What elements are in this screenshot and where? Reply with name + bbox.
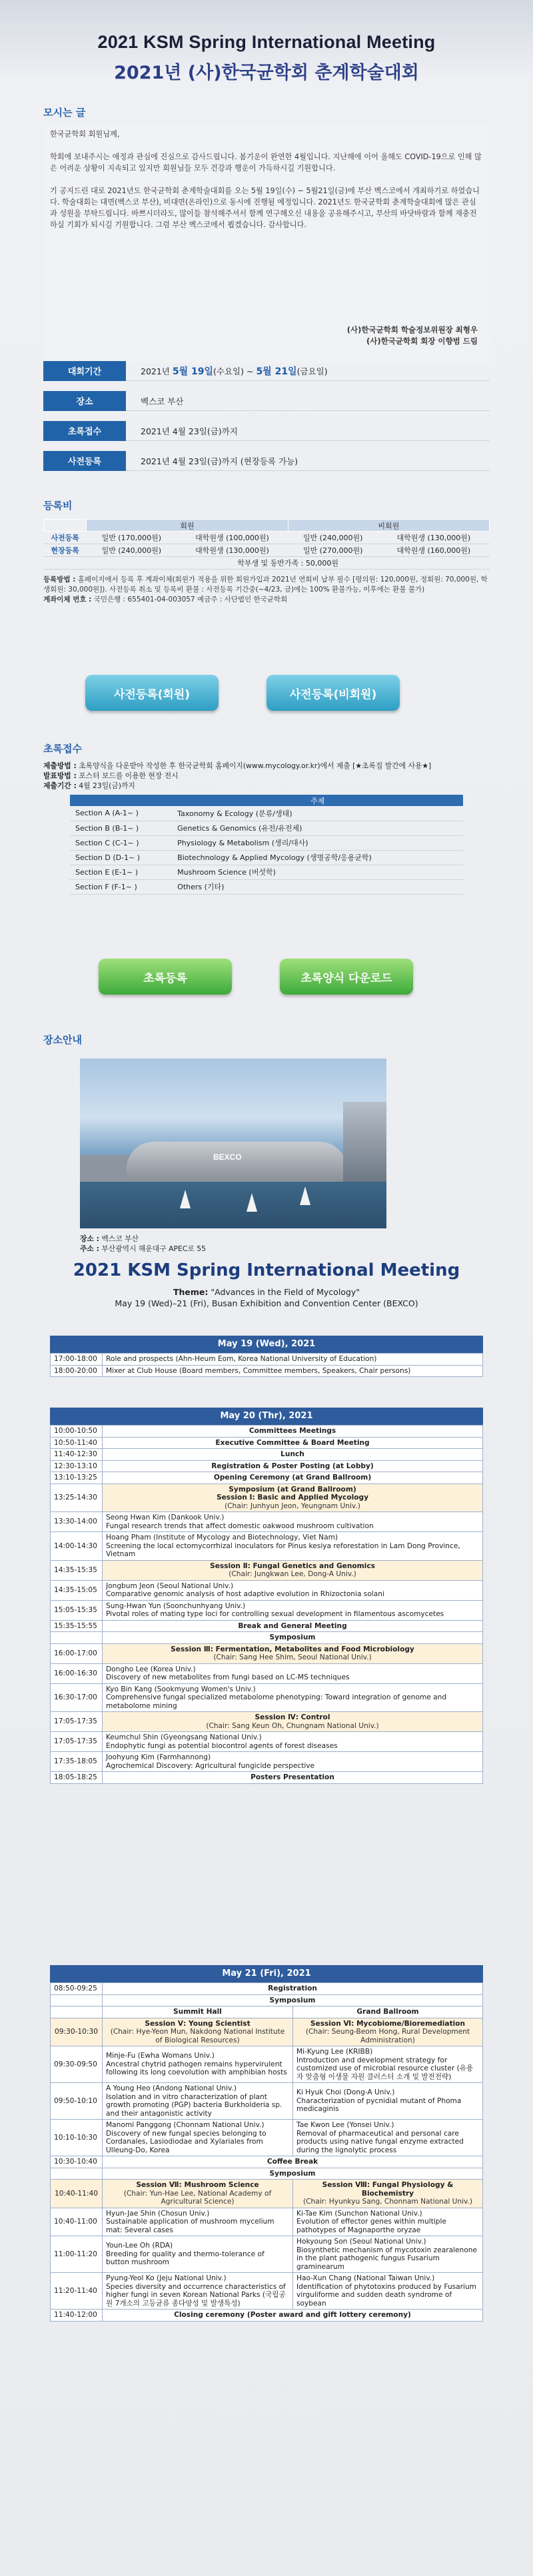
session-row: 09:30-10:30 Session Ⅴ: Young Scientist (Chair: Hye-Yeon Mun, Nakdong National Institute of Biological Resources) Session Ⅵ: Mycobiome/Bioremediation (Chair: Seung-Beom Hong, Rural Development Administration): [51, 2018, 483, 2046]
venue-value: 벡스코 부산: [141, 396, 184, 406]
program-row: 10:10-10:30 Manomi Panggong (Chonnam National Univ.) Discovery of new fungal species belonging to Cordanales, Lasiodiodae and Xylariales from Ulleung-Do, Korea Tae Kwon Lee (Yonsei Univ.) Removal of pharmaceutical and personal care products using native fungal enzyme extracted during the lignolytic process: [51, 2120, 483, 2156]
program-row: 15:05-15:35 Sung-Hwan Yun (Soonchunhyang Univ.) Pivotal roles of mating type loci for controlling sexual development in filamentous ascomycetes: [51, 1600, 483, 1620]
program-row: 17:05-17:35 Keumchul Shin (Gyeongsang National Univ.) Endophytic fungi as potential biocontrol agents of forest diseases: [51, 1732, 483, 1752]
program-row: 08:50-09:25 Registration: [51, 1983, 483, 1995]
header: [0, 0, 533, 84]
title-en: 2021 KSM Spring International Meeting: [97, 32, 436, 52]
title-ko: 2021년 (사)한국균학회 춘계학술대회: [114, 63, 419, 83]
program-row: Symposium: [51, 2168, 483, 2180]
program-row: 12:30-13:10 Registration & Poster Posting (at Lobby): [51, 1460, 483, 1472]
greeting-title: 모시는 글: [43, 107, 86, 119]
prereg-value: 2021년 4월 23일(금)까지 (현장등록 가능): [141, 456, 298, 466]
fee-title: 등록비: [43, 500, 73, 512]
program-row: Symposium: [51, 1632, 483, 1644]
program-row: 10:40-11:00 Hyun-Jae Shin (Chosun Univ.) Sustainable application of mushroom mycelium mat: Several cases Ki-Tae Kim (Sunchon National Univ.) Evolution of effector genes within multiple pathotypes of Magnaporthe oryzae: [51, 2208, 483, 2236]
program-row: 18:00-20:00 Mixer at Club House (Board members, Committee members, Speakers, Chair persons): [51, 1365, 483, 1377]
bexco-photo: [80, 1059, 386, 1228]
abstract-label: 초록접수: [43, 421, 126, 441]
day3-table: [50, 1965, 483, 2322]
program-row: 13:25-14:30 Symposium (at Grand Ballroom) Session Ⅰ: Basic and Applied Mycology (Chair: Junhyun Jeon, Yeungnam Univ.): [51, 1484, 483, 1512]
program-row: 10:50-11:40 Executive Committee & Board Meeting: [51, 1437, 483, 1449]
section-row: Section E (E-1~ ) Mushroom Science (버섯학): [70, 865, 463, 879]
program-row: 18:05-18:25 Posters Presentation: [51, 1772, 483, 1784]
venue-address: 장소 : 벡스코 부산 주소 : 부산광역시 해운대구 APEC로 55: [80, 1234, 206, 1253]
fee-row-students: 학부생 및 동반가족 : 50,000원: [44, 557, 490, 570]
program-theme: Theme: "Advances in the Field of Mycology": [173, 1287, 360, 1297]
program-row: 11:20-11:40 Pyung-Yeol Ko (Jeju National Univ.) Species diversity and occurrence characteristics of higher fungi in seven Korean National Parks (국립공원 7개소의 고등균류 종다양성 및 발생특성) Hao-Xun Chang (National Taiwan Univ.) Identification of phytotoxins produced by Fusarium virguliforme and sudden death syndrome of soybean: [51, 2273, 483, 2310]
session-row: 10:40-11:40 Session Ⅶ: Mushroom Science (Chair: Yun-Hae Lee, National Academy of Agricultural Science) Session Ⅷ: Fungal Physiology & Biochemistry (Chair: Hyunkyu Sang, Chonnam National Univ.): [51, 2180, 483, 2208]
greeting-p1: 한국균학회 회원님께,: [50, 130, 120, 139]
program-row: Summit Hall Grand Ballroom: [51, 2006, 483, 2018]
prereg-label: 사전등록: [43, 451, 126, 471]
program-dates: May 19 (Wed)–21 (Fri), Busan Exhibition and Convention Center (BEXCO): [115, 1298, 418, 1308]
program-title: 2021 KSM Spring International Meeting: [73, 1260, 460, 1280]
program-row: 11:40-12:00 Closing ceremony (Poster award and gift lottery ceremony): [51, 2310, 483, 2322]
program-row: 09:30-09:50 Minje-Fu (Ewha Womans Univ.) Ancestral chytrid pathogen remains hypervirulent following its long coevolution with amphibian hosts Mi-Kyung Lee (KRIBB) Introduction and development strategy for customized use of microbial resource cluster (유용자 맞춤형 이생물 자원 클러스터 소개 및 발전전략): [51, 2046, 483, 2083]
fee-row-prereg: 사전등록 일반 (170,000원) 대학원생 (100,000원) 일반 (240,000원) 대학원생 (130,000원): [44, 532, 490, 544]
program-row: 17:05-17:35 Session Ⅳ: Control (Chair: Sang Keun Oh, Chungnam National Univ.): [51, 1712, 483, 1732]
day1-title: May 19 (Wed), 2021: [50, 1336, 483, 1353]
day2-table: [50, 1408, 483, 1784]
signature-2: (사)한국균학회 회장 이향범 드림: [366, 336, 478, 346]
program-row: 09:50-10:10 A Young Heo (Andong National Univ.) Isolation and in vitro characterization of plant growth promoting (PGP) bacteria Burkholderia sp. and their antagonistic activity Ki Hyuk Choi (Dong-A Univ.) Characterization of pycnidial mutant of Phoma medicaginis: [51, 2083, 483, 2120]
program-row: 11:40-12:30 Lunch: [51, 1449, 483, 1461]
program-row: 13:30-14:00 Seong Hwan Kim (Dankook Univ.) Fungal research trends that affect domestic oakwood mushroom cultivation: [51, 1512, 483, 1532]
program-row: 11:00-11:20 Youn-Lee Oh (RDA) Breeding for quality and thermo-tolerance of button mushroom Hokyoung Son (Seoul National Univ.) Biosynthetic mechanism of mycotoxin zearalenone in the plant pathogenic fungus Fusarium graminearum: [51, 2236, 483, 2273]
section-row: Section C (C-1~ ) Physiology & Metabolism (생리/대사): [70, 835, 463, 850]
section-row: Section F (F-1~ ) Others (기타): [70, 879, 463, 894]
program-row: 16:30-17:00 Kyo Bin Kang (Sookmyung Women's Univ.) Comprehensive fungal specialized metabolome phenotyping: Toward integration of genome and metabolome mining: [51, 1683, 483, 1712]
greeting-section: [43, 105, 490, 363]
info-row-prereg: [43, 451, 490, 471]
program-row: 10:00-10:50 Committees Meetings: [51, 1426, 483, 1438]
program-row: 16:00-17:00 Session Ⅲ: Fermentation, Metabolites and Food Microbiology (Chair: Sang Hee Shim, Seoul National Univ.): [51, 1643, 483, 1663]
abstract-section: [43, 741, 490, 895]
bexco-sign: BEXCO: [213, 1152, 242, 1162]
program-row: 15:35-15:55 Break and General Meeting: [51, 1620, 483, 1632]
venue-title: 장소안내: [43, 1034, 82, 1046]
day1-table: [50, 1336, 483, 1377]
program-row: 17:00-18:00 Role and prospects (Ahn-Heum Eom, Korea National University of Education): [51, 1354, 483, 1366]
abstract-info: 제출방법 : 초록양식을 다운받아 작성한 후 한국균학회 홈페이지(www.mycology.or.kr)에서 제출 [★초록집 발간에 사용★] 발표방법 : 포스터 보드를 이용한 현장 전시 제출기간 : 4월 23일(금)까지: [43, 761, 432, 790]
program-row: 14:35-15:05 Jongbum Jeon (Seoul National Univ.) Comparative genomic analysis of host adaptive evolution in Rhizoctonia solani: [51, 1580, 483, 1600]
greeting-box: [43, 123, 490, 363]
program-row: 14:00-14:30 Hoang Pham (Institute of Mycology and Biotechnology, Viet Nam) Screening the local ectomycorrhizal inoculators for Pinus kesiya reforestation in Lam Dong Province, Vietnam: [51, 1532, 483, 1561]
greeting-p2: 학회에 보내주시는 애정과 관심에 진심으로 감사드립니다. 봄기운이 완연한 4월입니다. 지난해에 이어 올해도 COVID-19으로 인해 많은 어려운 상황이 지속되고 있지만 회원님들 모두 건강과 행운이 가득하시길 기원합니다.: [50, 153, 482, 173]
info-row-abstract: [43, 421, 490, 441]
section-row: Section B (B-1~ ) Genetics & Genomics (유전/유전체): [70, 821, 463, 835]
day3-title: May 21 (Fri), 2021: [50, 1965, 483, 1982]
abstract-download-button[interactable]: 초록양식 다운로드: [280, 959, 413, 995]
program-row: 14:35-15:35 Session Ⅱ: Fungal Genetics and Genomics (Chair: Jungkwan Lee, Dong-A Univ.): [51, 1560, 483, 1580]
fee-head-member: 회원: [87, 520, 288, 532]
fee-section: [43, 498, 490, 605]
program-row: Symposium: [51, 1994, 483, 2006]
program-heading: [0, 1260, 533, 1308]
section-row: Section A (A-1~ ) Taxonomy & Ecology (분류/생태): [70, 806, 463, 821]
period-label: 대회기간: [43, 361, 126, 381]
program-row: 17:35-18:05 Joohyung Kim (Farmhannong) Agrochemical Discovery: Agricultural fungicide perspective: [51, 1752, 483, 1772]
info-section: [43, 361, 490, 481]
signature-1: (사)한국균학회 학술정보위원장 최형우: [346, 325, 478, 334]
greeting-p3: 기 공지드린 대로 2021년도 한국균학회 춘계학술대회를 오는 5월 19일(수) ~ 5월21일(금)에 부산 벡스코에서 개최하기로 하였습니다. 학술대회는 대면(벡스코 부산), 비대면(온라인)으로 동시에 진행될 예정입니다. 2021년도 한국균학회 춘계학술대회에 많은 관심과 성원을 부탁드립니다. 바쁘시더라도, 많이들 참석해주셔서 함께 연구해오신 내용을 공유해주시고, 부산의 바닷바람과 함께 재충전 하실 기회가 되시길 기원합니다. 그럼 부산 벡스코에서 뵙겠습니다. 감사합니다.: [50, 187, 480, 229]
period-value: 2021년 5월 19일(수요일) ~ 5월 21일(금요일): [141, 366, 328, 377]
info-row-period: [43, 361, 490, 381]
section-table-head: 주제: [172, 795, 463, 806]
fee-row-onsite: 현장등록 일반 (240,000원) 대학원생 (130,000원) 일반 (270,000원) 대학원생 (160,000원): [44, 544, 490, 557]
greeting-signature: [347, 324, 478, 347]
register-nonmember-button[interactable]: 사전등록(비회원): [266, 675, 400, 711]
venue-label: 장소: [43, 391, 126, 411]
abstract-title: 초록접수: [43, 743, 82, 755]
program-row: 10:30-10:40 Coffee Break: [51, 2156, 483, 2168]
section-table: [70, 795, 463, 895]
register-member-button[interactable]: 사전등록(회원): [85, 675, 219, 711]
fee-head-nonmember: 비회원: [288, 520, 489, 532]
program-row: 13:10-13:25 Opening Ceremony (at Grand Ballroom): [51, 1472, 483, 1484]
day2-title: May 20 (Thr), 2021: [50, 1408, 483, 1425]
section-row: Section D (D-1~ ) Biotechnology & Applied Mycology (생명공학/응용균학): [70, 850, 463, 865]
program-row: 16:00-16:30 Dongho Lee (Korea Univ.) Discovery of new metabolites from fungi based on LC-MS techniques: [51, 1663, 483, 1683]
abstract-value: 2021년 4월 23일(금)까지: [141, 426, 238, 436]
fee-notes: 등록방법 : 홈페이지에서 등록 후 계좌이체(회원가 적용을 위한 회원가입과 2021년 연회비 납부 필수 [평의원: 120,000원, 정회원: 70,000원, 학생회원: 30,000원]). 사전등록 취소 및 등록비 환불 : 사전등록 기간중(~4/23, 금)에는 100% 환불가능, 이후에는 환불 불가) 계좌이체 번호 : 국민은행 : 655401-04-003057 예금주 : 사단법인 한국균학회: [43, 576, 488, 604]
info-row-venue: [43, 391, 490, 411]
abstract-submit-button[interactable]: 초록등록: [99, 959, 232, 995]
fee-table: [43, 519, 490, 570]
venue-section: [43, 1033, 490, 1254]
